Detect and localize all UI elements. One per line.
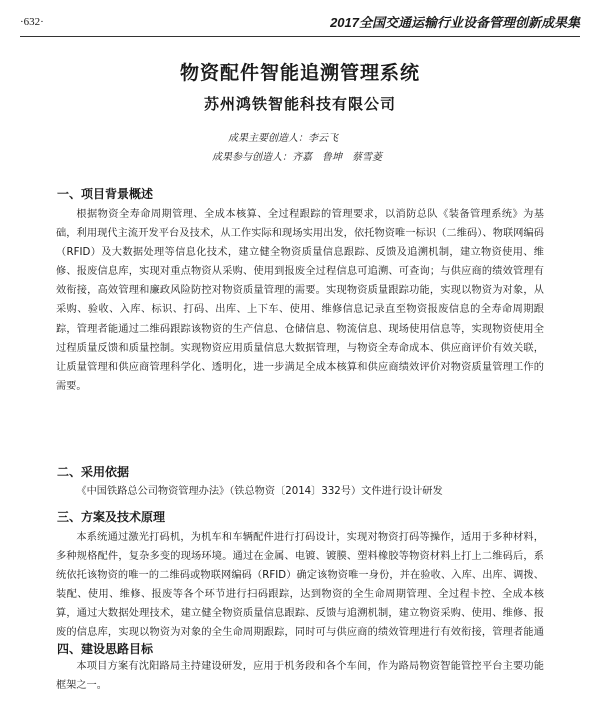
section-body-background: 根据物资全寿命周期管理、全成本核算、全过程跟踪的管理要求，以消防总队《装备管理系统》为基础，利用现代主流开发平台及技术，从工作实际和现场实用出发，依托物资唯一标识（二维码）、物联网编码（RFID）及大数据处理等信息化技术，建立健全物资质量信息跟踪、反馈及追溯机制，建立物资使用、维修、报废信息库，实现对重点物资从采购、使用到报废全过程信息可追溯、可查询；与供应商的绩效管理有效衔接，高效管理和廉政风险防控对物资质量管理的需要。实现物资质量跟踪功能，实现以物资为对象，从采购、验收、入库、标识、打码、出库、上下车、使用、维修信息记录直至物资报废信息的全寿命周期跟踪，管理者能通过二维码跟踪该物资的生产信息、仓储信息、物流信息、现场使用信息等，实现物资使用全过程质量反馈和质量控制。实现物资应用质量信息大数据管理，与物资全寿命成本、供应商评价有效关联，让质量管理和供应商管理科学化、透明化，进一步满足全成本核算和供应商绩效评价对物资质量管理工作的需要。 [56, 209, 544, 392]
participants-line [212, 148, 382, 163]
goals-paragraph-1: 本项目方案有沈阳路局主持建设研发，应用于机务段和各个车间，作为路局物资智能管控平台主要功能框架之一。 [56, 661, 544, 692]
participant-name: 鲁坤 [322, 152, 342, 163]
section-heading-basis: 二、采用依据 [57, 465, 130, 479]
participant-name: 蔡雪菱 [352, 152, 382, 163]
lead-creator-label: 成果主要创造人： [228, 133, 308, 144]
participants-label: 成果参与创造人： [212, 152, 292, 163]
lead-creator-line [228, 129, 338, 144]
journal-title: 2017全国交通运输行业设备管理创新成果集 [330, 15, 580, 30]
section-heading-technical: 三、方案及技术原理 [57, 510, 166, 524]
lead-creator-name: 李云飞 [308, 133, 338, 144]
running-header [20, 8, 580, 37]
section-body-basis: 《中国铁路总公司物资管理办法》（铁总物资〔2014〕332号）文件进行设计研发 [76, 486, 443, 497]
section-body-technical: 本系统通过激光打码机，为机车和车辆配件进行打码设计，实现对物资打码等操作，适用于多种材料，多种规格配件，复杂多变的现场环境。通过在金属、电镀、镀膜、塑料橡胶等物资材料上打上二维码后，系统依托该物资的唯一的二维码或物联网编码（RFID）确定该物资唯一身份，并在验收、入库、出库、调拨、装配、使用、维修、报废等各个环节进行扫码跟踪，达到物资的全生命周期管理、全过程卡控、全成本核算，通过大数据处理技术，建立健全物资质量信息跟踪、反馈与追溯机制，建立物资采购、使用、维修、报废的信息库，实现以物资为对象的全生命周期跟踪，同时可与供应商的绩效管理进行有效衔接，管理者能通 [56, 532, 544, 639]
section-heading-goals: 四、建设思路目标 [57, 642, 154, 656]
article-title: 物资配件智能追溯管理系统 [179, 62, 420, 84]
section-heading-background: 一、项目背景概述 [57, 187, 154, 201]
section-body-goals [56, 657, 544, 697]
participant-name: 齐嘉 [292, 152, 312, 163]
page-number: ·632· [20, 16, 44, 28]
company-name: 苏州鸿铁智能科技有限公司 [203, 95, 396, 113]
